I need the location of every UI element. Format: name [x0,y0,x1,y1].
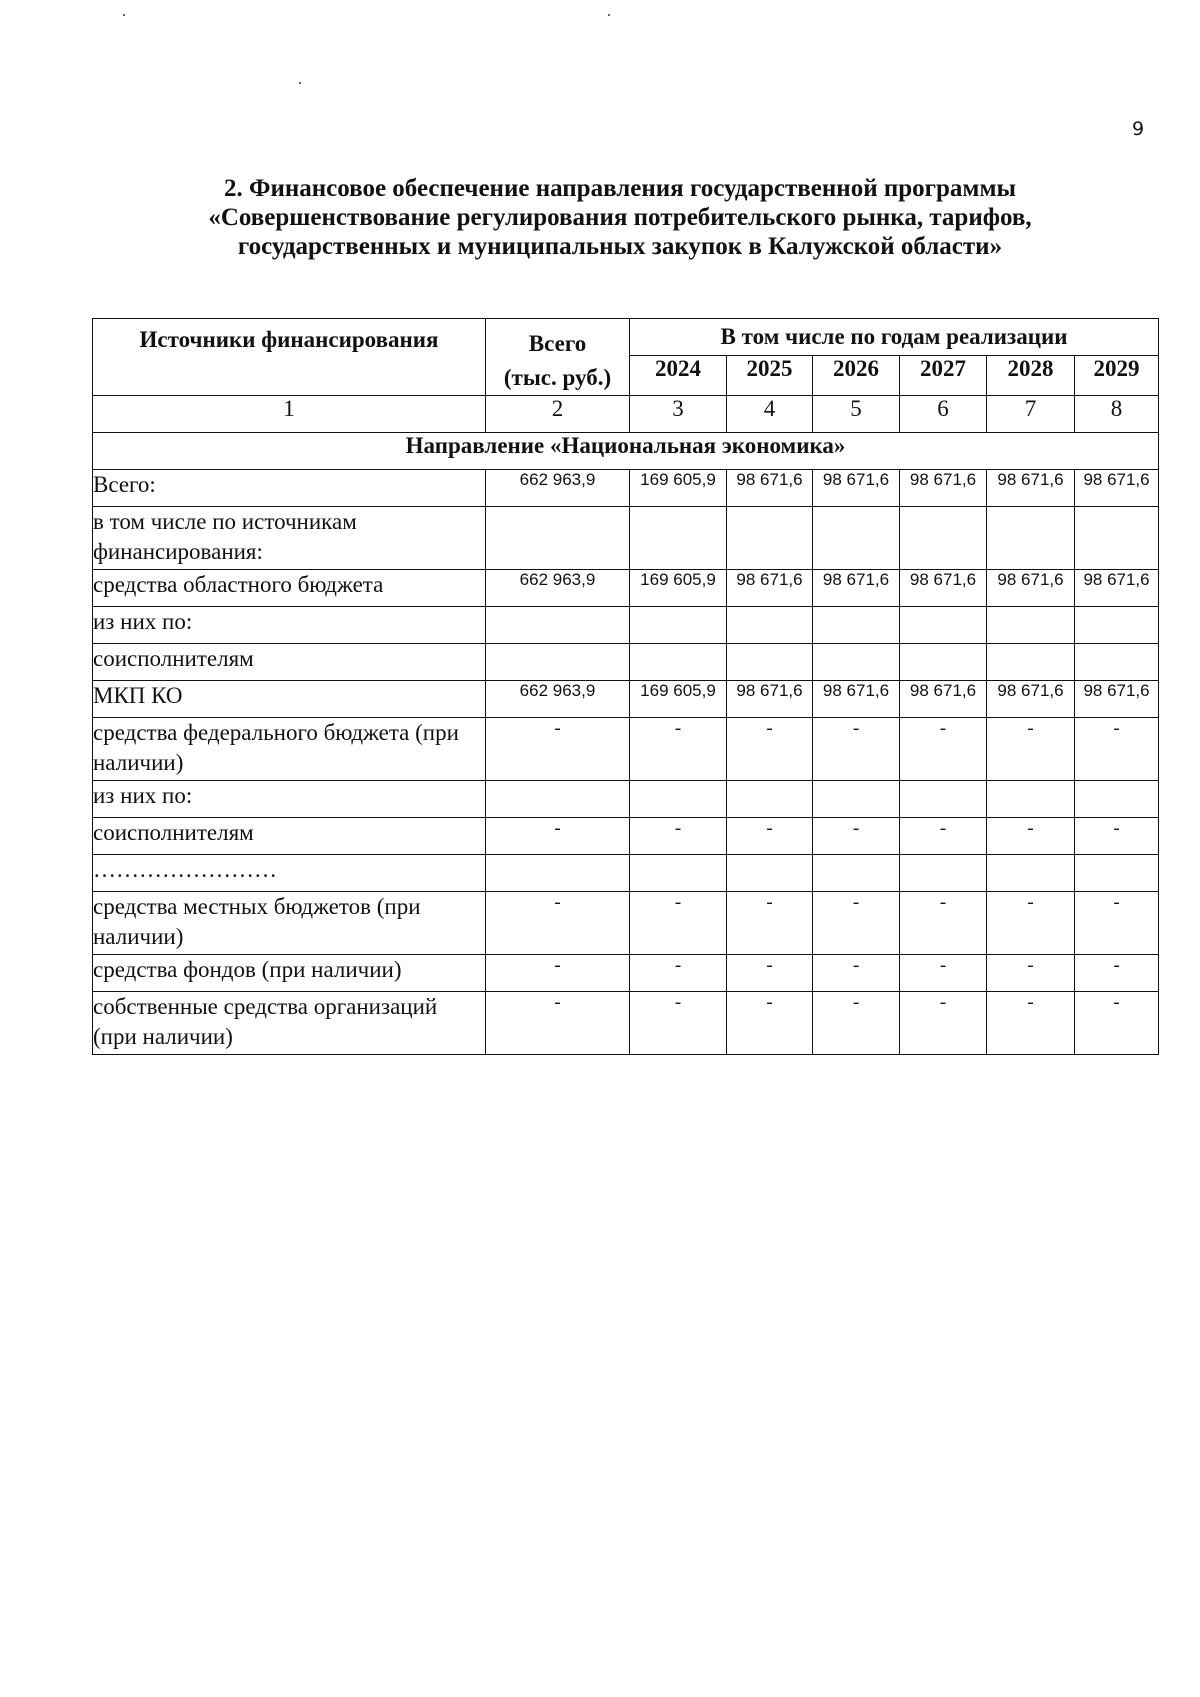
cell-year-value: 98 671,6 [987,470,1075,507]
cell-year-value: - [813,818,900,855]
cell-year-value: - [630,955,727,992]
table-row [93,681,1159,718]
section-title: Направление «Национальная экономика» [93,433,1159,470]
table-row [93,607,1159,644]
table-row [93,507,1159,570]
row-label: средства федерального бюджета (при наличии) [93,718,486,781]
table-body [93,470,1159,1055]
cell-total: - [486,955,630,992]
cell-year-value: 98 671,6 [900,570,987,607]
cell-year-value: - [630,892,727,955]
column-number: 7 [987,396,1075,433]
cell-year-value [1075,781,1159,818]
cell-year-value [813,607,900,644]
header-year: 2024 [630,356,727,396]
column-number: 1 [93,396,486,433]
row-label: Всего: [93,470,486,507]
cell-year-value [813,507,900,570]
cell-year-value: - [987,818,1075,855]
cell-total [486,607,630,644]
cell-year-value [987,855,1075,892]
header-year: 2028 [987,356,1075,396]
title-line-2: «Совершенствование регулирования потребительского рынка, тарифов, [208,204,1032,231]
cell-total [486,855,630,892]
cell-year-value [987,507,1075,570]
cell-year-value: - [1075,955,1159,992]
column-number: 4 [727,396,813,433]
cell-total: - [486,992,630,1055]
scan-speck [123,14,125,16]
cell-year-value: - [727,992,813,1055]
row-label: средства местных бюджетов (при наличии) [93,892,486,955]
cell-year-value: 98 671,6 [727,570,813,607]
cell-year-value [900,855,987,892]
cell-year-value: 169 605,9 [630,570,727,607]
row-label: средства областного бюджета [93,570,486,607]
cell-year-value: - [1075,992,1159,1055]
cell-year-value: 98 671,6 [1075,681,1159,718]
header-sources: Источники финансирования [93,319,486,396]
cell-year-value: - [987,718,1075,781]
cell-year-value: - [630,992,727,1055]
column-number: 3 [630,396,727,433]
cell-year-value: - [727,718,813,781]
table-row [93,644,1159,681]
header-year: 2025 [727,356,813,396]
cell-year-value: - [987,892,1075,955]
cell-year-value [727,644,813,681]
row-label: из них по: [93,607,486,644]
cell-year-value [987,607,1075,644]
row-label: МКП КО [93,681,486,718]
table-row [93,955,1159,992]
cell-total: 662 963,9 [486,470,630,507]
cell-year-value: - [900,818,987,855]
cell-year-value: - [987,992,1075,1055]
cell-year-value: - [900,955,987,992]
table-row [93,781,1159,818]
cell-total: 662 963,9 [486,681,630,718]
cell-year-value [987,644,1075,681]
cell-year-value [1075,507,1159,570]
header-year: 2029 [1075,356,1159,396]
table-row [93,992,1159,1055]
cell-year-value: - [630,818,727,855]
column-number: 5 [813,396,900,433]
cell-year-value: - [813,992,900,1055]
cell-year-value: - [1075,818,1159,855]
cell-year-value: 98 671,6 [813,681,900,718]
cell-year-value: - [900,992,987,1055]
cell-year-value: - [1075,892,1159,955]
cell-year-value: - [727,955,813,992]
cell-year-value: 169 605,9 [630,470,727,507]
document-title [120,174,1120,261]
cell-year-value [900,781,987,818]
cell-total: - [486,718,630,781]
cell-year-value: 98 671,6 [900,681,987,718]
cell-year-value [1075,607,1159,644]
cell-year-value [630,781,727,818]
cell-year-value: - [987,955,1075,992]
table-row [93,470,1159,507]
cell-year-value [900,644,987,681]
cell-year-value: 98 671,6 [987,681,1075,718]
cell-year-value: - [1075,718,1159,781]
title-line-3: государственных и муниципальных закупок в Калужской области» [237,233,1003,260]
cell-year-value: 98 671,6 [1075,470,1159,507]
cell-year-value: - [727,818,813,855]
cell-year-value [630,644,727,681]
cell-year-value: - [813,718,900,781]
cell-year-value [813,644,900,681]
cell-year-value: 98 671,6 [900,470,987,507]
cell-year-value [987,781,1075,818]
cell-year-value [630,507,727,570]
section-row [93,433,1159,470]
cell-year-value: 98 671,6 [727,681,813,718]
table-row [93,892,1159,955]
cell-year-value [727,855,813,892]
table-row [93,855,1159,892]
column-number: 6 [900,396,987,433]
header-total [486,319,630,396]
header-by-years: В том числе по годам реализации [630,319,1159,356]
cell-year-value: 98 671,6 [813,570,900,607]
cell-year-value: 98 671,6 [987,570,1075,607]
cell-year-value: 169 605,9 [630,681,727,718]
column-number: 2 [486,396,630,433]
cell-year-value [813,781,900,818]
cell-year-value: - [813,892,900,955]
header-year: 2027 [900,356,987,396]
row-label: из них по: [93,781,486,818]
cell-year-value: 98 671,6 [1075,570,1159,607]
scan-speck [299,82,301,84]
cell-total [486,507,630,570]
cell-year-value: - [813,955,900,992]
cell-year-value: - [630,718,727,781]
cell-year-value [630,855,727,892]
row-label: соисполнителям [93,644,486,681]
row-label: средства фондов (при наличии) [93,955,486,992]
cell-year-value [727,781,813,818]
cell-year-value: 98 671,6 [727,470,813,507]
row-label: …………………… [93,855,486,892]
row-label: в том числе по источникам финансирования: [93,507,486,570]
header-total-line2: (тыс. руб.) [503,365,612,390]
financing-table [92,318,1159,1055]
cell-year-value [727,607,813,644]
table-row [93,818,1159,855]
cell-year-value [1075,855,1159,892]
cell-year-value [727,507,813,570]
cell-year-value: - [900,892,987,955]
cell-total: 662 963,9 [486,570,630,607]
cell-year-value: - [727,892,813,955]
column-number: 8 [1075,396,1159,433]
cell-total [486,781,630,818]
cell-total [486,644,630,681]
header-year: 2026 [813,356,900,396]
cell-year-value [1075,644,1159,681]
cell-year-value [900,607,987,644]
cell-year-value: - [900,718,987,781]
cell-year-value [813,855,900,892]
cell-total: - [486,892,630,955]
row-label: собственные средства организаций (при наличии) [93,992,486,1055]
cell-total: - [486,818,630,855]
header-total-line1: Всего [528,331,587,356]
cell-year-value [630,607,727,644]
scan-speck [608,14,610,16]
cell-year-value: 98 671,6 [813,470,900,507]
cell-year-value [900,507,987,570]
table-row [93,570,1159,607]
page-number: 9 [1132,118,1145,140]
row-label: соисполнителям [93,818,486,855]
title-line-1: 2. Финансовое обеспечение направления государственной программы [223,175,1017,202]
table-row [93,718,1159,781]
column-number-row [93,396,1159,433]
